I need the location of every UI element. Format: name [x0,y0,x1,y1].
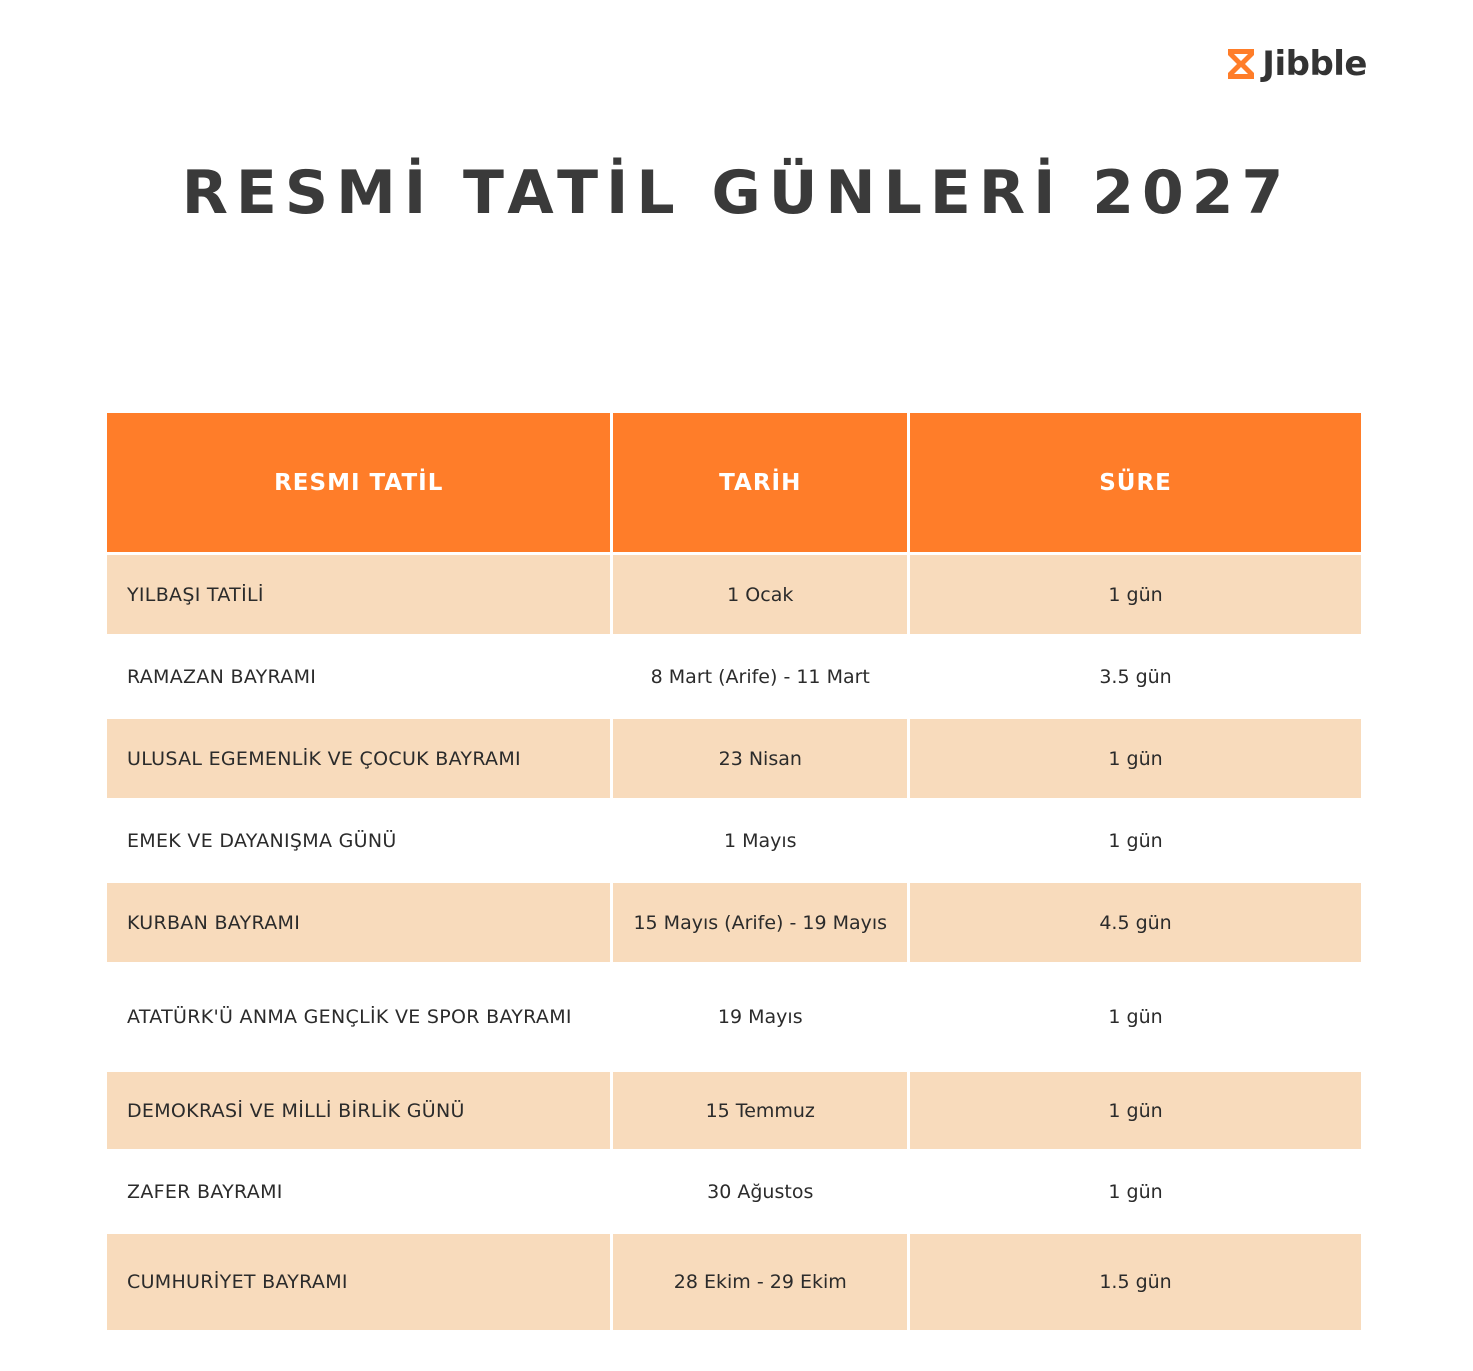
holiday-duration: 3.5 gün [910,637,1361,719]
table-row [107,1234,1361,1333]
holiday-date: 15 Mayıs (Arife) - 19 Mayıs [613,883,907,965]
jibble-logo [1226,44,1367,84]
holiday-name: ZAFER BAYRAMI [107,1152,610,1234]
holiday-date: 30 Ağustos [613,1152,907,1234]
holiday-name: ATATÜRK'Ü ANMA GENÇLİK VE SPOR BAYRAMI [107,965,610,1072]
holiday-duration: 1 gün [910,965,1361,1072]
holiday-date: 23 Nisan [613,719,907,801]
logo-text: Jibble [1262,44,1367,84]
table-row [107,637,1361,719]
table-header-row [107,413,1361,555]
holiday-date: 8 Mart (Arife) - 11 Mart [613,637,907,719]
hourglass-icon [1226,47,1256,81]
holiday-date: 1 Ocak [613,555,907,637]
header-holiday: RESMI TATİL [107,413,610,555]
holiday-name: YILBAŞI TATİLİ [107,555,610,637]
holiday-table [104,413,1364,1333]
holiday-duration: 1 gün [910,719,1361,801]
holiday-date: 15 Temmuz [613,1072,907,1152]
table-row [107,555,1361,637]
holiday-duration: 1 gün [910,555,1361,637]
holiday-duration: 4.5 gün [910,883,1361,965]
table-row [107,965,1361,1072]
header-date: TARİH [613,413,907,555]
header-duration: SÜRE [910,413,1361,555]
holiday-duration: 1 gün [910,1152,1361,1234]
holiday-name: ULUSAL EGEMENLİK VE ÇOCUK BAYRAMI [107,719,610,801]
table-row [107,801,1361,883]
table-row [107,719,1361,801]
holiday-name: CUMHURİYET BAYRAMI [107,1234,610,1333]
holiday-date: 19 Mayıs [613,965,907,1072]
holiday-duration: 1.5 gün [910,1234,1361,1333]
table-row [107,883,1361,965]
holiday-duration: 1 gün [910,801,1361,883]
holiday-name: RAMAZAN BAYRAMI [107,637,610,719]
holiday-name: EMEK VE DAYANIŞMA GÜNÜ [107,801,610,883]
holiday-date: 28 Ekim - 29 Ekim [613,1234,907,1333]
holiday-name: KURBAN BAYRAMI [107,883,610,965]
holiday-duration: 1 gün [910,1072,1361,1152]
page-title: RESMİ TATİL GÜNLERİ 2027 [181,158,1292,228]
table-row [107,1152,1361,1234]
table-row [107,1072,1361,1152]
holiday-name: DEMOKRASİ VE MİLLİ BİRLİK GÜNÜ [107,1072,610,1152]
holiday-date: 1 Mayıs [613,801,907,883]
